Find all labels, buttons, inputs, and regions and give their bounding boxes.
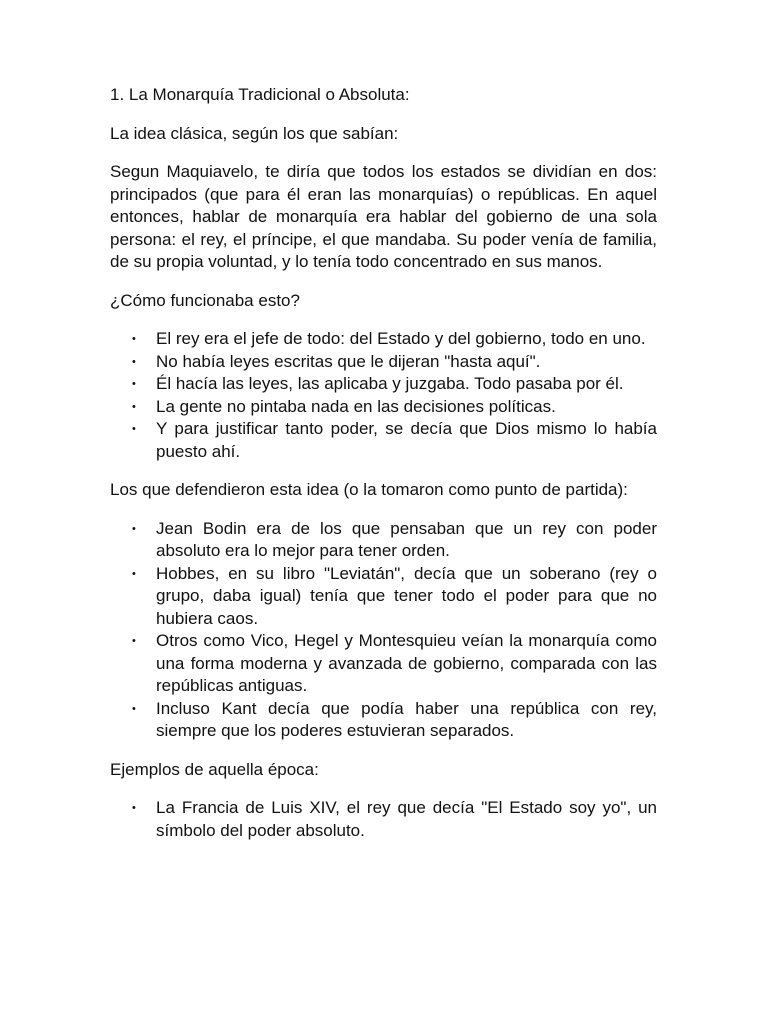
how-list <box>110 328 657 463</box>
how-question: ¿Cómo funcionaba esto? <box>110 290 300 310</box>
bullet-icon: • <box>132 635 136 647</box>
defenders-intro: Los que defendieron esta idea (o la tomaron como punto de partida): <box>110 480 628 499</box>
list-item-text: Hobbes, en su libro "Leviatán", decía que un soberano (rey o grupo, daba igual) tenía que tener todo el poder para que no hubiera caos. <box>156 563 657 628</box>
list-item <box>110 418 657 463</box>
examples-intro: Ejemplos de aquella época: <box>110 759 319 779</box>
list-item-text: Jean Bodin era de los que pensaban que un rey con poder absoluto era lo mejor para tener orden. <box>156 518 657 560</box>
intro-paragraph: Segun Maquiavelo, te diría que todos los estados se dividían en dos: principados (que para él eran las monarquías) o repúblicas. En aquel entonces, hablar de monarquía era hablar del gobierno de una sola persona: el rey, el príncipe, el que mandaba. Su poder venía de familia, de su propia voluntad, y lo tenía todo concentrado en sus manos. <box>110 162 657 271</box>
list-item-text: La gente no pintaba nada en las decisiones políticas. <box>156 396 556 416</box>
document-page <box>110 84 657 858</box>
bullet-icon: • <box>132 378 136 390</box>
section-heading: 1. La Monarquía Tradicional o Absoluta: <box>110 85 410 104</box>
bullet-icon: • <box>132 567 136 580</box>
list-item-text: Él hacía las leyes, las aplicaba y juzgaba. Todo pasaba por él. <box>156 374 624 393</box>
list-item <box>110 351 657 374</box>
bullet-icon: • <box>132 802 136 814</box>
list-item <box>110 328 657 351</box>
list-item <box>110 797 657 842</box>
bullet-icon: • <box>132 423 136 435</box>
list-item <box>110 563 657 631</box>
list-item-text: Y para justificar tanto poder, se decía que Dios mismo lo había puesto ahí. <box>156 419 657 461</box>
list-item <box>110 373 657 396</box>
bullet-icon: • <box>132 702 136 715</box>
bullet-icon: • <box>132 333 136 345</box>
list-item <box>110 518 657 563</box>
list-item-text: La Francia de Luis XIV, el rey que decía "El Estado soy yo", un símbolo del poder absoluto. <box>156 798 657 840</box>
list-item-text: El rey era el jefe de todo: del Estado y del gobierno, todo en uno. <box>156 329 646 348</box>
list-item <box>110 630 657 698</box>
examples-list <box>110 797 657 842</box>
list-item-text: Incluso Kant decía que podía haber una república con rey, siempre que los poderes estuvieran separados. <box>156 698 657 740</box>
list-item-text: No había leyes escritas que le dijeran "hasta aquí". <box>156 351 541 371</box>
list-item <box>110 698 657 743</box>
subheading: La idea clásica, según los que sabían: <box>110 123 399 143</box>
list-item <box>110 396 657 419</box>
defenders-list <box>110 518 657 743</box>
bullet-icon: • <box>132 355 136 368</box>
list-item-text: Otros como Vico, Hegel y Montesquieu veían la monarquía como una forma moderna y avanzada de gobierno, comparada con las repúblicas antiguas. <box>156 631 657 695</box>
bullet-icon: • <box>132 522 136 535</box>
bullet-icon: • <box>132 400 136 413</box>
